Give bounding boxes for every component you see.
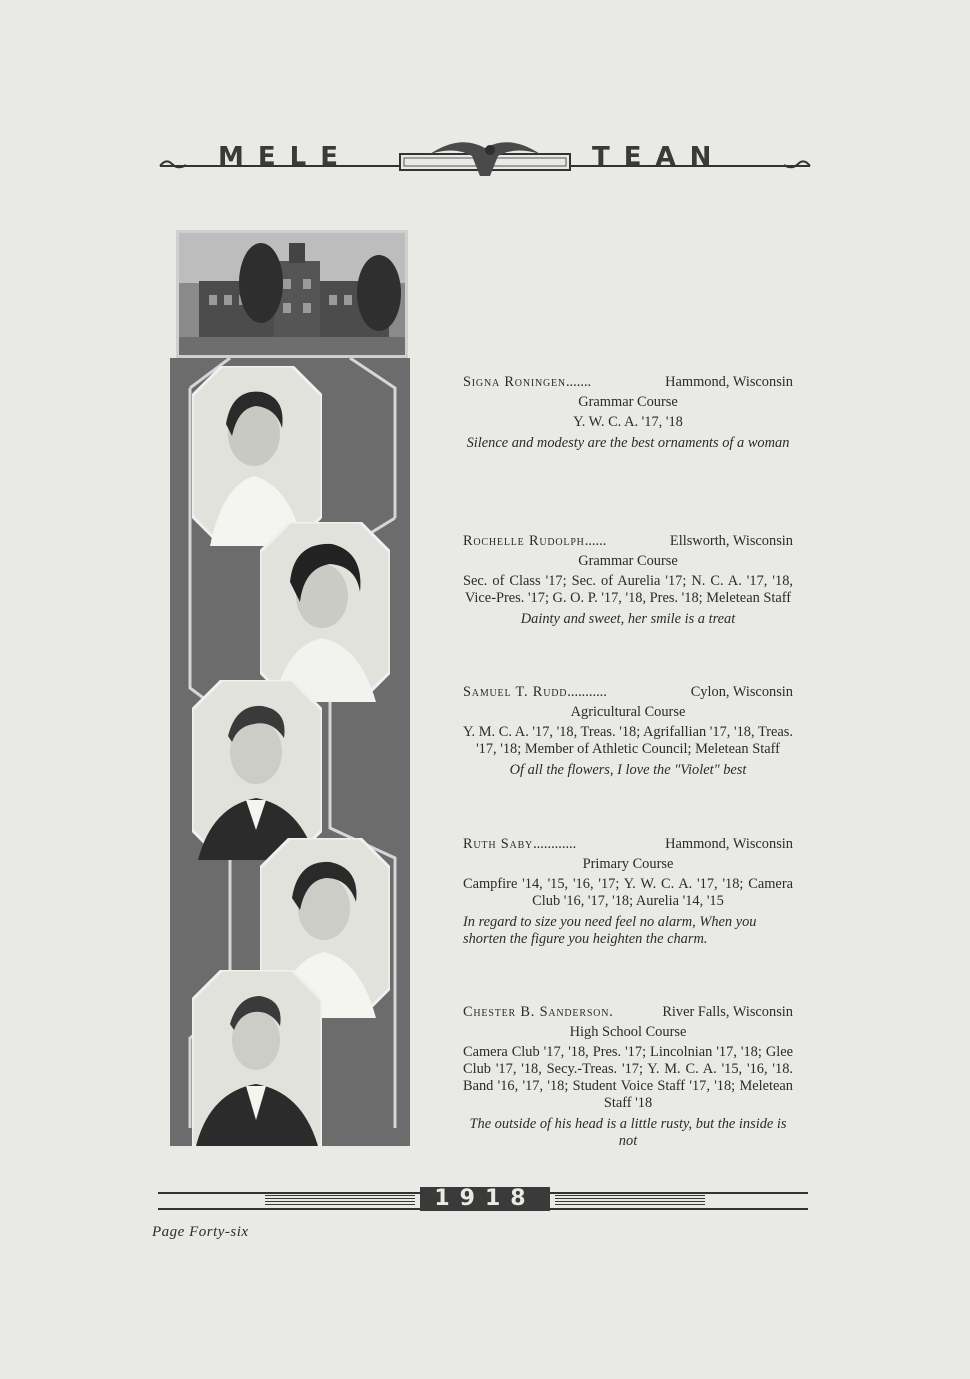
course: Primary Course <box>582 856 674 872</box>
student-name: Samuel T. Rudd <box>463 684 568 700</box>
activities: Sec. of Class '17; Sec. of Aurelia '17; N. C. A. '17, '18, Vice-Pres. '17; G. O. P. '17, '18, Pres. '18; Meletean Staff <box>463 573 793 606</box>
page-number: Page Forty-six <box>152 1224 249 1240</box>
photo-column <box>170 230 410 1146</box>
scroll-ornament-right-icon <box>782 156 812 172</box>
hometown: Ellsworth, Wisconsin <box>669 533 793 549</box>
year-stripe-left <box>265 1195 415 1205</box>
portrait-rochelle-rudolph <box>260 522 390 702</box>
year-label: 1918 <box>420 1187 550 1211</box>
activities: Camera Club '17, '18, Pres. '17; Lincolnian '17, '18; Glee Club '17, '18, Secy.-Treas. '17; Y. M. C. A. '15, '16, '18. Band '16, '17, '18; Student Voice Staff '17, '18; Meletean Staff '18 <box>463 1044 793 1111</box>
entry-heading <box>463 684 793 701</box>
entry-signa-roningen <box>463 374 793 452</box>
year-stripe-right <box>555 1195 705 1205</box>
hometown: Hammond, Wisconsin <box>665 374 793 390</box>
portrait-samuel-rudd <box>192 680 322 860</box>
activities: Y. M. C. A. '17, '18, Treas. '18; Agrifallian '17, '18, Treas. '17, '18; Member of Athletic Council; Meletean Staff <box>463 724 793 757</box>
leader-dots: ........... <box>567 684 607 700</box>
portrait-chester-sanderson <box>192 970 322 1150</box>
hometown: Hammond, Wisconsin <box>665 836 793 852</box>
entry-heading <box>463 1004 793 1021</box>
course: Grammar Course <box>578 553 678 569</box>
entry-chester-sanderson <box>463 1004 793 1150</box>
quote: Silence and modesty are the best ornaments of a woman <box>466 435 790 451</box>
student-name: Rochelle Rudolph <box>463 533 585 549</box>
leader-dots: ............ <box>533 836 577 852</box>
entry-heading <box>463 374 793 391</box>
building-image <box>179 233 405 355</box>
leader-dots: ...... <box>584 533 607 549</box>
portrait-signa-roningen <box>192 366 322 546</box>
activities: Campfire '14, '15, '16, '17; Y. W. C. A. '17, '18; Camera Club '16, '17, '18; Aurelia '14, '15 <box>463 876 793 909</box>
header-banner <box>160 130 810 190</box>
quote: In regard to size you need feel no alarm, When you shorten the figure you heighten the charm. <box>463 914 757 947</box>
year-banner <box>265 1186 705 1211</box>
eagle-emblem-icon <box>390 132 580 184</box>
hometown: River Falls, Wisconsin <box>662 1004 793 1020</box>
entry-heading <box>463 533 793 550</box>
entry-heading <box>463 836 793 853</box>
quote: Of all the flowers, I love the "Violet" best <box>509 762 747 778</box>
header-word-left: MELE <box>218 142 352 172</box>
student-name: Signa Roningen <box>463 374 566 390</box>
leader-dots: . <box>609 1004 613 1020</box>
entry-samuel-rudd <box>463 684 793 779</box>
quote: Dainty and sweet, her smile is a treat <box>520 611 736 627</box>
student-name: Ruth Saby <box>463 836 534 852</box>
student-name: Chester B. Sanderson <box>463 1004 610 1020</box>
activities: Y. W. C. A. '17, '18 <box>573 414 683 430</box>
course: Grammar Course <box>578 394 678 410</box>
entry-rochelle-rudolph <box>463 533 793 628</box>
campus-building-photo <box>176 230 408 358</box>
quote: The outside of his head is a little rusty, but the inside is not <box>469 1116 787 1149</box>
entry-ruth-saby <box>463 836 793 948</box>
course: High School Course <box>569 1024 687 1040</box>
leader-dots: ....... <box>565 374 592 390</box>
course: Agricultural Course <box>570 704 686 720</box>
header-word-right: TEAN <box>592 142 726 172</box>
scroll-ornament-left-icon <box>158 156 188 172</box>
hometown: Cylon, Wisconsin <box>690 684 793 700</box>
